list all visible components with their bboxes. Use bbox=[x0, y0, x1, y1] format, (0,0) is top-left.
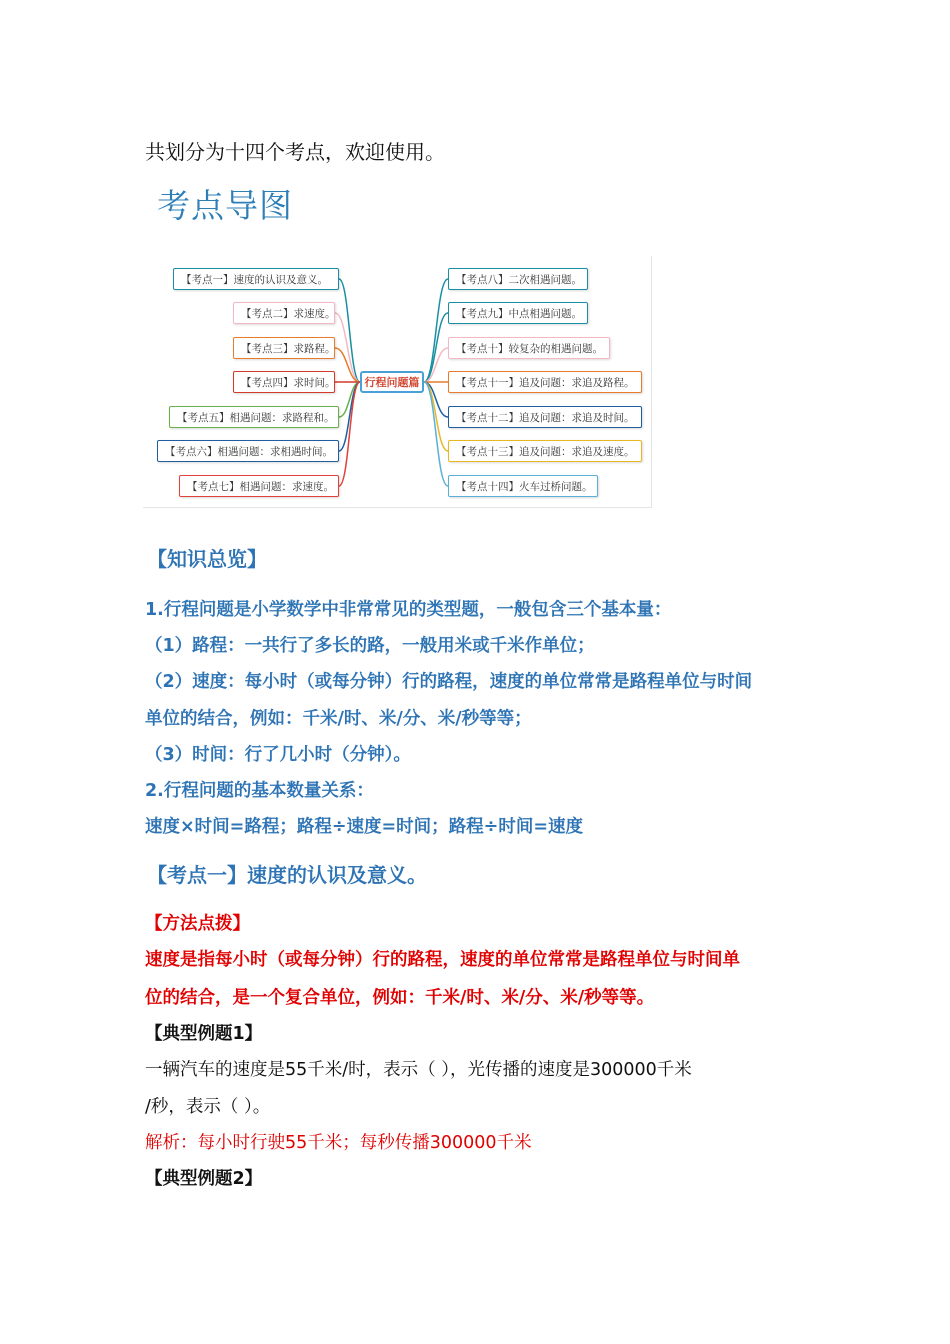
mind-map-node-right: 【考点八】二次相遇问题。 bbox=[448, 268, 588, 290]
overview-line: 2.行程问题的基本数量关系： bbox=[145, 781, 374, 801]
mind-map-node-right: 【考点十四】火车过桥问题。 bbox=[448, 475, 598, 497]
example1-line: 一辆汽车的速度是55千米/时，表示（ ），光传播的速度是300000千米 bbox=[145, 1060, 692, 1080]
map-title: 考点导图 bbox=[157, 186, 293, 225]
overview-line: （2）速度：每小时（或每分钟）行的路程，速度的单位常常是路程单位与时间 bbox=[145, 672, 753, 692]
overview-line: 单位的结合，例如：千米/时、米/分、米/秒等等； bbox=[145, 709, 532, 729]
connector-line bbox=[335, 313, 360, 382]
method-heading: 【方法点拨】 bbox=[145, 914, 250, 934]
point1-heading: 【考点一】速度的认识及意义。 bbox=[147, 863, 427, 887]
mind-map-node-left: 【考点三】求路程。 bbox=[233, 337, 335, 359]
overview-heading: 【知识总览】 bbox=[147, 547, 267, 571]
mind-map-center: 行程问题篇 bbox=[360, 371, 424, 393]
mind-map-node-left: 【考点二】求速度。 bbox=[233, 302, 335, 324]
mind-map-node-right: 【考点十三】追及问题：求追及速度。 bbox=[448, 440, 642, 462]
method-line: 位的结合，是一个复合单位，例如：千米/时、米/分、米/秒等等。 bbox=[145, 988, 655, 1008]
overview-line: 速度×时间=路程；路程÷速度=时间；路程÷时间=速度 bbox=[145, 817, 583, 837]
mind-map-node-left: 【考点五】相遇问题：求路程和。 bbox=[169, 406, 339, 428]
overview-line: （1）路程：一共行了多长的路，一般用米或千米作单位； bbox=[145, 636, 595, 656]
mind-map-node-left: 【考点七】相遇问题：求速度。 bbox=[179, 475, 339, 497]
connector-line bbox=[339, 279, 360, 382]
intro-text: 共划分为十四个考点，欢迎使用。 bbox=[145, 140, 445, 164]
answer-line: 解析：每小时行驶55千米；每秒传播300000千米 bbox=[145, 1133, 532, 1153]
example1-heading: 【典型例题1】 bbox=[145, 1024, 263, 1044]
example1-line: /秒，表示（ ）。 bbox=[145, 1097, 271, 1117]
mind-map-node-left: 【考点四】求时间。 bbox=[233, 371, 335, 393]
mind-map-node-right: 【考点九】中点相遇问题。 bbox=[448, 302, 588, 324]
example2-heading: 【典型例题2】 bbox=[145, 1169, 263, 1189]
method-line: 速度是指每小时（或每分钟）行的路程，速度的单位常常是路程单位与时间单 bbox=[145, 950, 740, 970]
connector-line bbox=[424, 313, 448, 382]
mind-map-node-left: 【考点一】速度的认识及意义。 bbox=[173, 268, 339, 290]
mind-map-node-left: 【考点六】相遇问题：求相遇时间。 bbox=[157, 440, 339, 462]
mind-map-node-right: 【考点十一】追及问题：求追及路程。 bbox=[448, 371, 642, 393]
overview-line: （3）时间：行了几小时（分钟）。 bbox=[145, 745, 411, 765]
mind-map-node-right: 【考点十二】追及问题：求追及时间。 bbox=[448, 406, 642, 428]
overview-line: 1.行程问题是小学数学中非常常见的类型题，一般包含三个基本量： bbox=[145, 600, 672, 620]
mind-map-node-right: 【考点十】较复杂的相遇问题。 bbox=[448, 337, 610, 359]
mind-map bbox=[143, 256, 652, 508]
